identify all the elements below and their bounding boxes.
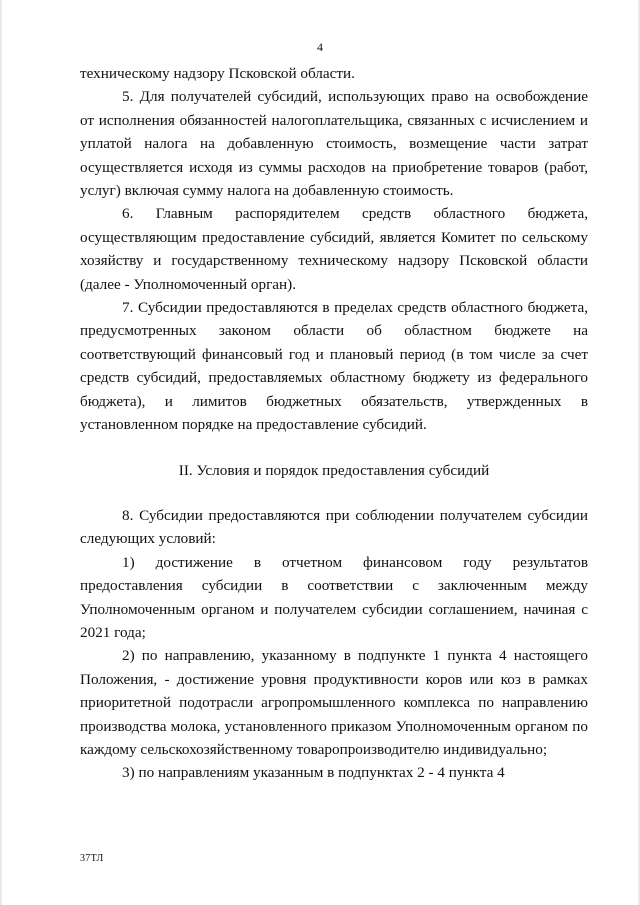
paragraph-item-5: 5. Для получателей субсидий, использующих право на освобождение от исполнения обязанностей налогоплательщика, связанных с исчислением и уплатой налога на добавленную стоимость, возмещение части затрат осуществляется исходя из суммы расходов на приобретение товаров (работ, услуг) включая сумму налога на добавленную стоимость. [80, 88, 588, 200]
subitem-2: 2) по направлению, указанному в подпункте 1 пункта 4 настоящего Положения, - достижение уровня продуктивности коров или коз в рамках приоритетной подотрасли агропромышленного комплекса по направлению производства молока, установленного приказом Уполномоченным органом по каждому сельскохозяйственному товаропроизводителю индивидуально; [80, 647, 588, 758]
paragraph-item-8: 8. Субсидии предоставляются при соблюдении получателем субсидии следующих условий: [80, 506, 588, 548]
footer-code: 37ТЛ [80, 853, 104, 864]
paragraph-item-6: 6. Главным распорядителем средств областного бюджета, осуществляющим предоставление субсидий, является Комитет по сельскому хозяйству и государственному техническому надзору Псковской области (далее - Уполномоченный орган). [80, 205, 588, 293]
document-body [80, 62, 588, 785]
paragraph-continuation: техническому надзору Псковской области. [80, 65, 355, 82]
section-heading: II. Условия и порядок предоставления субсидий [178, 461, 490, 479]
subitem-1: 1) достижение в отчетном финансовом году результатов предоставления субсидии в соответствии с заключенным между Уполномоченным органом и получателем субсидии соглашением, начиная с 2021 года; [80, 553, 588, 641]
page-number: 4 [317, 40, 323, 54]
scan-left-edge [0, 0, 2, 905]
subitem-3: 3) по направлениям указанным в подпунктах 2 - 4 пункта 4 [122, 764, 505, 782]
paragraph-item-7: 7. Субсидии предоставляются в пределах средств областного бюджета, предусмотренных законом области об областном бюджете на соответствующий финансовый год и плановый период (в том числе за счет средств субсидий, предоставляемых областному бюджету из федерального бюджета), и лимитов бюджетных обязательств, утвержденных в установленном порядке на предоставление субсидий. [80, 299, 588, 434]
